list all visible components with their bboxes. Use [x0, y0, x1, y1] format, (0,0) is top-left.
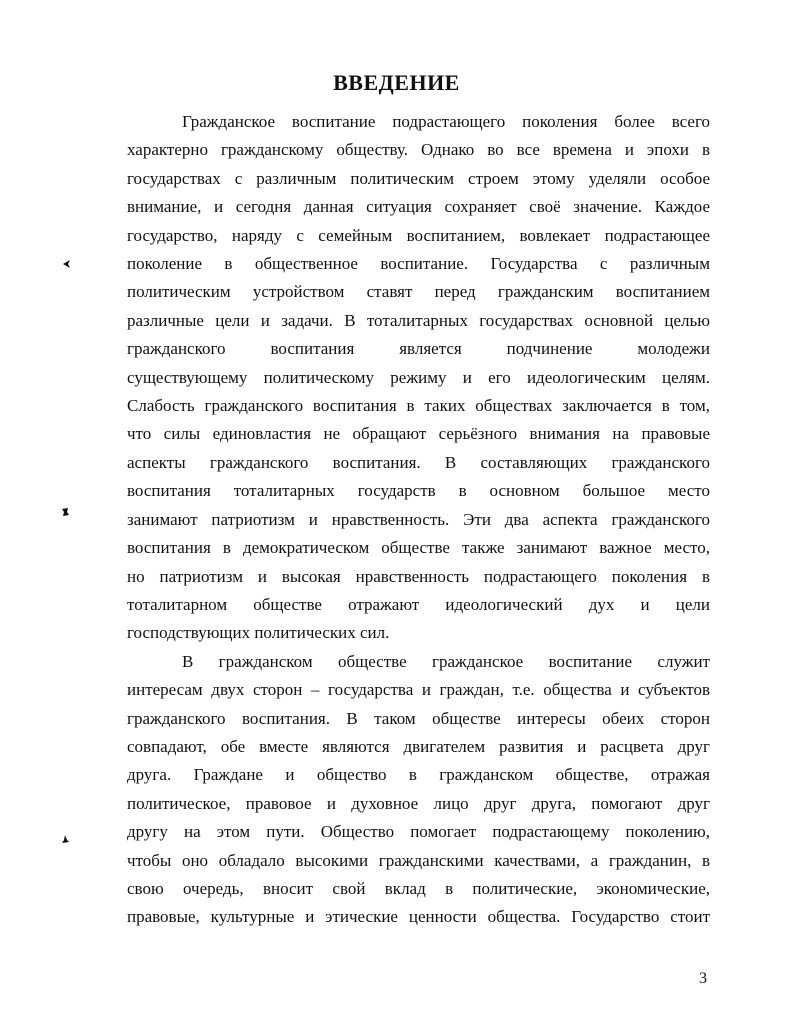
body-text [127, 108, 710, 932]
scan-mark-icon [60, 507, 70, 517]
text-line: гражданского воспитания является подчинение молодежи [127, 339, 710, 359]
text-line: свою очередь, вносит свой вклад в политические, экономические, [127, 878, 710, 898]
text-line: поколение в общественное воспитание. Государства с различным [127, 254, 710, 274]
text-line: но патриотизм и высокая нравственность подрастающего поколения в [127, 566, 710, 586]
text-line: характерно гражданскому обществу. Однако во все времена и эпохи в [127, 140, 710, 160]
text-line: занимают патриотизм и нравственность. Эти два аспекта гражданского [127, 509, 710, 529]
text-line: совпадают, обе вместе являются двигателем развития и расцвета друг [127, 736, 710, 756]
page-title: ВВЕДЕНИЕ [333, 70, 460, 95]
text-line: господствующих политических сил. [127, 623, 390, 643]
text-line: правовые, культурные и этические ценности общества. Государство стоит [127, 907, 710, 927]
paragraph-2 [127, 648, 710, 932]
text-line: внимание, и сегодня данная ситуация сохраняет своё значение. Каждое [127, 197, 710, 217]
text-line: Гражданское воспитание подрастающего поколения более всего [182, 112, 710, 131]
text-line: тоталитарном обществе отражают идеологический дух и цели [127, 594, 710, 614]
text-line: Слабость гражданского воспитания в таких обществах заключается в том, [127, 396, 710, 416]
text-line: государство, наряду с семейным воспитанием, вовлекает подрастающее [127, 225, 710, 245]
scan-mark-icon [62, 259, 72, 269]
text-line: существующему политическому режиму и его идеологическим целям. [127, 367, 710, 387]
text-line: аспекты гражданского воспитания. В составляющих гражданского [127, 452, 710, 472]
text-line: воспитания тоталитарных государств в основном большое место [127, 481, 710, 501]
text-line: воспитания в демократическом обществе также занимают важное место, [127, 538, 710, 558]
text-line: чтобы оно обладало высокими гражданскими качествами, а гражданин, в [127, 850, 710, 870]
scan-mark-icon [60, 834, 70, 844]
text-line: государствах с различным политическим строем этому уделяли особое [127, 168, 710, 188]
text-line: другу на этом пути. Общество помогает подрастающему поколению, [127, 822, 710, 842]
text-line: интересам двух сторон – государства и граждан, т.е. общества и субъектов [127, 680, 710, 700]
text-line: политическим устройством ставят перед гражданским воспитанием [127, 282, 710, 302]
text-line: В гражданском обществе гражданское воспитание служит [182, 651, 710, 671]
page-number: 3 [699, 970, 707, 987]
text-line: политическое, правовое и духовное лицо друг друга, помогают друг [127, 793, 710, 813]
text-line: друга. Граждане и общество в гражданском обществе, отражая [127, 765, 710, 785]
text-line: различные цели и задачи. В тоталитарных государствах основной целью [127, 310, 710, 330]
text-line: что силы единовластия не обращают серьёзного внимания на правовые [127, 424, 710, 444]
text-line: гражданского воспитания. В таком обществе интересы обеих сторон [127, 708, 710, 728]
paragraph-1 [127, 108, 710, 648]
